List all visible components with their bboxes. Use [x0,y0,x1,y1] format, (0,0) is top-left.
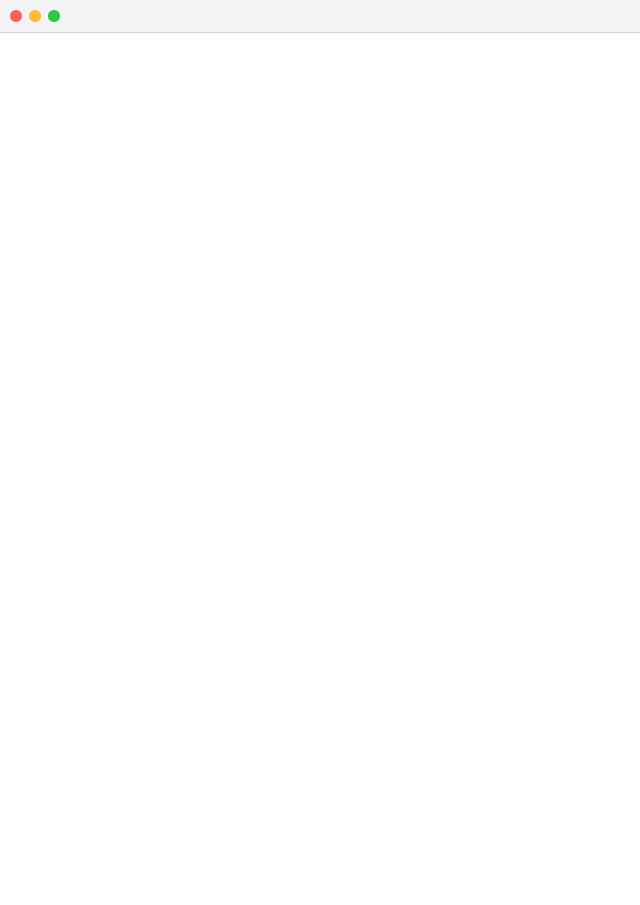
minimize-window-button[interactable] [29,10,41,22]
title-bar [0,0,640,33]
window-controls [10,10,60,22]
close-window-button[interactable] [10,10,22,22]
main-content [0,33,640,905]
maximize-window-button[interactable] [48,10,60,22]
